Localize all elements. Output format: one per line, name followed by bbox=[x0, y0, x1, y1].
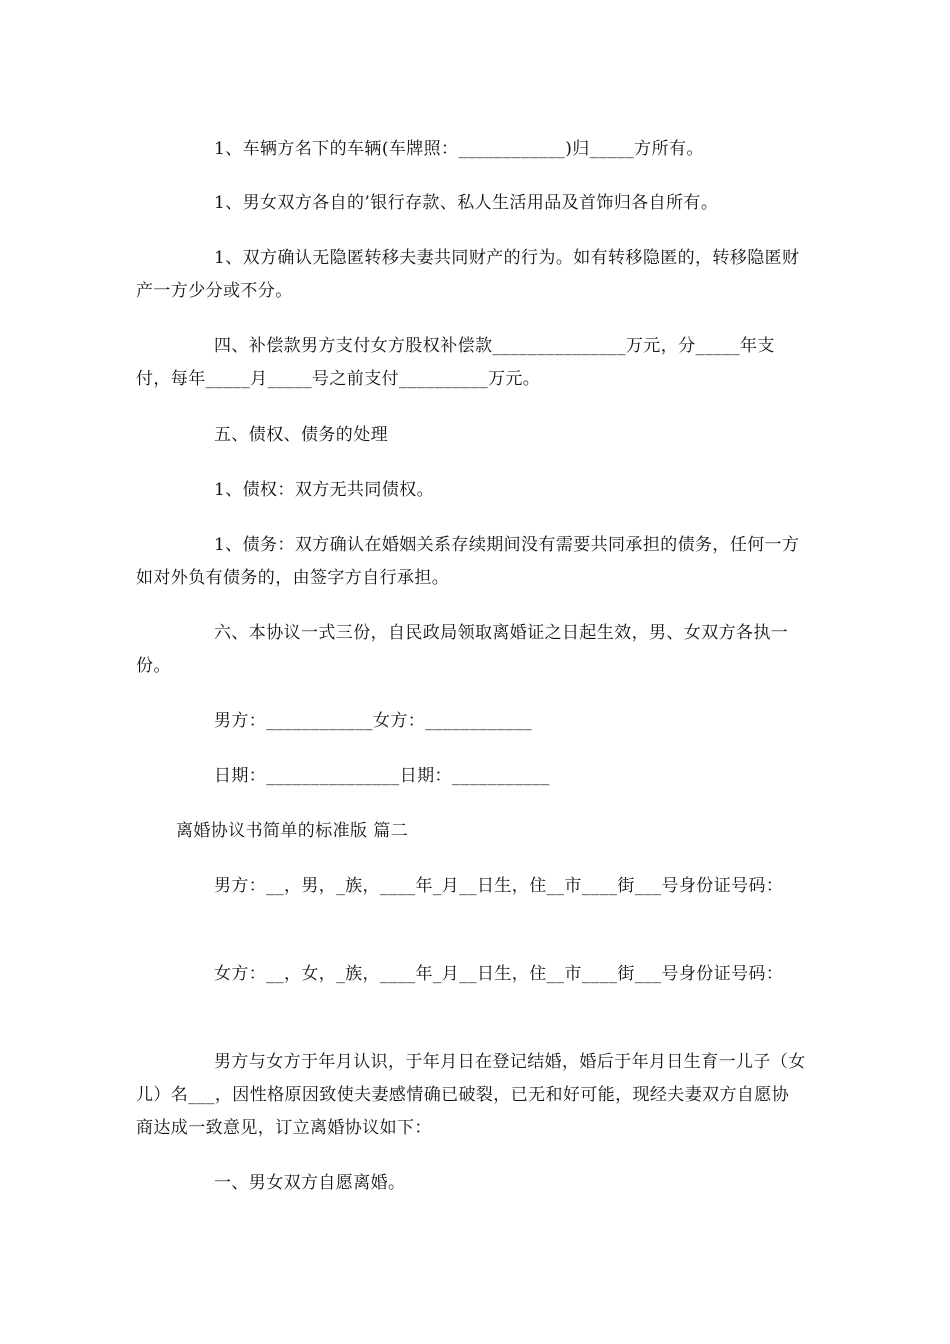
paragraph-vehicle: 1、车辆方名下的车辆(车牌照：____________)归_____方所有。 bbox=[214, 139, 704, 159]
paragraph-voluntary-divorce: 一、男女双方自愿离婚。 bbox=[214, 1173, 406, 1193]
paragraph-copies: 六、本协议一式三份，自民政局领取离婚证之日起生效，男、女双方各执一份。 bbox=[136, 623, 789, 676]
paragraph-female-party: 女方：__，女，_族，____年_月__日生，住__市____街___号身份证号码： bbox=[214, 964, 784, 984]
paragraph-male-party: 男方：__，男，_族，____年_月__日生，住__市____街___号身份证号码： bbox=[214, 876, 784, 896]
date-line: 日期：_______________日期：___________ bbox=[214, 766, 550, 786]
paragraph-no-concealment: 1、双方确认无隐匿转移夫妻共同财产的行为。如有转移隐匿的，转移隐匿财产一方少分或不分。 bbox=[136, 248, 800, 301]
paragraph-compensation: 四、补偿款男方支付女方股权补偿款_______________万元，分_____年支付，每年_____月_____号之前支付__________万元。 bbox=[136, 336, 775, 389]
signature-line: 男方：____________女方：____________ bbox=[214, 711, 532, 731]
paragraph-bank-deposits: 1、男女双方各自的’银行存款、私人生活用品及首饰归各自所有。 bbox=[214, 193, 719, 213]
paragraph-credit: 1、债权：双方无共同债权。 bbox=[214, 480, 435, 500]
paragraph-background: 男方与女方于年月认识，于年月日在登记结婚，婚后于年月日生育一儿子（女儿）名___，因性格原因致使夫妻感情确已破裂，已无和好可能，现经夫妻双方自愿协商达成一致意见，订立离婚协议如下： bbox=[136, 1052, 806, 1138]
paragraph-debt: 1、债务：双方确认在婚姻关系存续期间没有需要共同承担的债务，任何一方如对外负有债务的，由签字方自行承担。 bbox=[136, 535, 800, 588]
section-title-part-two: 离婚协议书简单的标准版 篇二 bbox=[176, 821, 409, 841]
section-heading-debts: 五、债权、债务的处理 bbox=[214, 425, 388, 445]
